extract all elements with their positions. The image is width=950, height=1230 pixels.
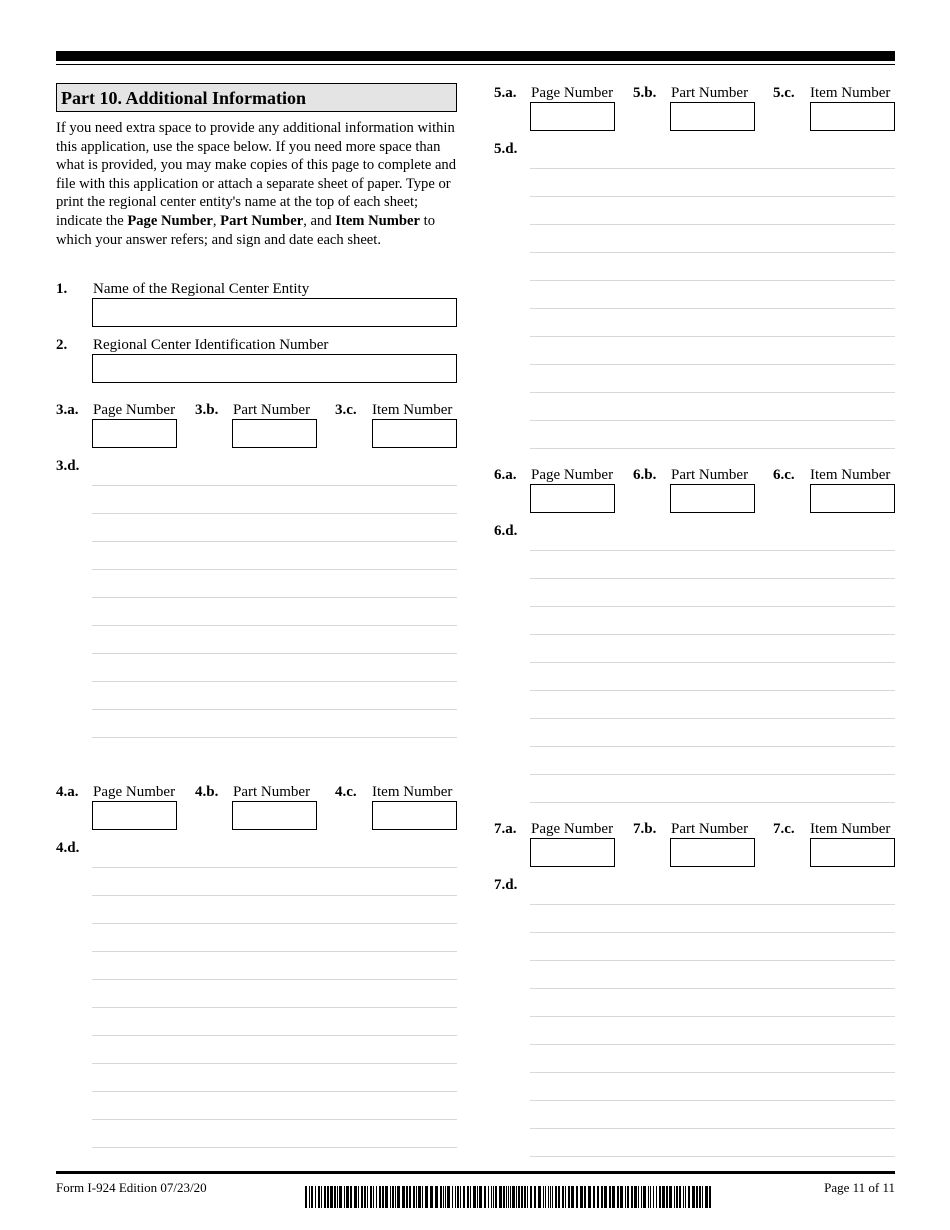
answer-line: [92, 513, 457, 514]
barcode-bar: [373, 1186, 374, 1208]
item-a-number: 3.a.: [56, 402, 79, 418]
barcode-bar: [358, 1186, 359, 1208]
barcode-bar: [641, 1186, 642, 1208]
barcode-bar: [443, 1186, 444, 1208]
barcode-bar: [397, 1186, 400, 1208]
barcode-bar: [653, 1186, 654, 1208]
barcode-bar: [330, 1186, 333, 1208]
barcode-bar: [543, 1186, 544, 1208]
barcode-bar: [634, 1186, 637, 1208]
answer-line: [530, 280, 895, 281]
barcode-bar: [337, 1186, 338, 1208]
barcode-bar: [568, 1186, 570, 1208]
instructions-text: [56, 119, 457, 249]
barcode-bar: [512, 1186, 515, 1208]
barcode-bar: [565, 1186, 566, 1208]
barcode-bar: [367, 1186, 368, 1208]
barcode-bar: [339, 1186, 342, 1208]
barcode-bar: [631, 1186, 633, 1208]
barcode-bar: [676, 1186, 678, 1208]
additional-info-textarea[interactable]: [530, 140, 895, 448]
answer-line: [92, 979, 457, 980]
barcode-bar: [418, 1186, 421, 1208]
instructions-segment: If you need extra space to provide any additional information within this application, use the space below. If you need more space than what is provided, you may make copies of this page to complete and file with this application or attach a separate sheet of paper. Type or print the regional center entity's name at the top of each sheet; indicate the: [56, 120, 457, 229]
instructions-segment: Item Number: [335, 212, 420, 229]
barcode-bar: [584, 1186, 586, 1208]
barcode-bar: [638, 1186, 639, 1208]
barcode-bar: [354, 1186, 357, 1208]
item-1-label: Name of the Regional Center Entity: [93, 281, 310, 297]
item-2-number: 2.: [56, 337, 68, 353]
barcode-bar: [524, 1186, 526, 1208]
answer-line: [92, 485, 457, 486]
barcode-bar: [709, 1186, 711, 1208]
barcode-bar: [460, 1186, 461, 1208]
item-a-number: 6.a.: [494, 467, 517, 483]
item-b-number: 3.b.: [195, 402, 219, 418]
barcode-bar: [477, 1186, 478, 1208]
item-number-field[interactable]: [810, 102, 895, 131]
barcode-bar: [390, 1186, 391, 1208]
part-header: Part 10. Additional Information: [56, 83, 457, 112]
barcode-bar: [413, 1186, 415, 1208]
answer-line: [92, 1063, 457, 1064]
barcode-bar: [334, 1186, 336, 1208]
regional-center-name-field[interactable]: [92, 298, 457, 327]
item-number-field[interactable]: [372, 419, 457, 448]
barcode-bar: [518, 1186, 520, 1208]
answer-line: [530, 932, 895, 933]
barcode-bar: [666, 1186, 668, 1208]
page-number: Page 11 of 11: [824, 1180, 895, 1195]
answer-line: [530, 252, 895, 253]
barcode-bar: [416, 1186, 417, 1208]
barcode-bar: [311, 1186, 313, 1208]
barcode-bar: [552, 1186, 553, 1208]
barcode-bar: [508, 1186, 509, 1208]
item-b-number: 6.b.: [633, 467, 657, 483]
answer-line: [92, 541, 457, 542]
barcode-bar: [550, 1186, 551, 1208]
barcode-bar: [361, 1186, 363, 1208]
part-number-field[interactable]: [232, 419, 317, 448]
instructions-segment: , and: [303, 212, 336, 229]
part-number-label: Part Number: [671, 821, 749, 837]
answer-line: [530, 690, 895, 691]
instructions-segment: Page Number: [127, 212, 213, 229]
barcode-bar: [692, 1186, 695, 1208]
barcode-bar: [491, 1186, 492, 1208]
item-c-number: 7.c.: [773, 821, 795, 837]
item-d-number: 4.d.: [56, 840, 80, 856]
barcode-bar: [662, 1186, 665, 1208]
barcode-bar: [493, 1186, 494, 1208]
barcode-bar: [643, 1186, 646, 1208]
answer-line: [530, 606, 895, 607]
form-edition: Form I-924 Edition 07/23/20: [56, 1180, 207, 1195]
item-b-number: 5.b.: [633, 85, 657, 101]
barcode-bar: [425, 1186, 428, 1208]
item-d-number: 6.d.: [494, 523, 518, 539]
barcode-bar: [555, 1186, 557, 1208]
barcode-bar: [516, 1186, 517, 1208]
item-number-label: Item Number: [372, 402, 453, 418]
instructions-segment: to which your answer refers; and sign and date each sheet.: [56, 212, 435, 248]
barcode-bar: [620, 1186, 623, 1208]
item-c-number: 3.c.: [335, 402, 357, 418]
answer-line: [530, 196, 895, 197]
barcode-bar: [321, 1186, 322, 1208]
item-b-number: 7.b.: [633, 821, 657, 837]
answer-line: [530, 336, 895, 337]
barcode-bar: [315, 1186, 316, 1208]
answer-line: [530, 168, 895, 169]
barcode-bar: [659, 1186, 661, 1208]
barcode-bar: [688, 1186, 690, 1208]
barcode-bar: [527, 1186, 528, 1208]
barcode-bar: [309, 1186, 310, 1208]
answer-line: [92, 951, 457, 952]
barcode-bar: [506, 1186, 507, 1208]
barcode-bar: [409, 1186, 411, 1208]
page-number-label: Page Number: [93, 402, 176, 418]
barcode-bar: [467, 1186, 469, 1208]
answer-line: [530, 746, 895, 747]
answer-line: [530, 448, 895, 449]
bottom-rule: [56, 1171, 895, 1174]
page-number-field[interactable]: [530, 102, 615, 131]
barcode-bar: [562, 1186, 564, 1208]
barcode-bar: [669, 1186, 672, 1208]
barcode-bar: [593, 1186, 595, 1208]
item-c-number: 5.c.: [773, 85, 795, 101]
answer-line: [530, 1100, 895, 1101]
item-a-number: 7.a.: [494, 821, 517, 837]
barcode-bar: [588, 1186, 591, 1208]
barcode-bar: [495, 1186, 497, 1208]
barcode-bar: [696, 1186, 698, 1208]
answer-line: [530, 224, 895, 225]
page-number-field[interactable]: [530, 838, 615, 867]
instructions-segment: ,: [212, 212, 221, 229]
barcode-bar: [447, 1186, 450, 1208]
answer-line: [530, 1156, 895, 1157]
barcode-bar: [479, 1186, 482, 1208]
barcode-bar: [617, 1186, 619, 1208]
barcode-bar: [679, 1186, 681, 1208]
answer-line: [530, 960, 895, 961]
barcode-bar: [305, 1186, 307, 1208]
answer-line: [92, 569, 457, 570]
barcode-bar: [440, 1186, 442, 1208]
regional-center-id-field[interactable]: [92, 354, 457, 383]
barcode-bar: [499, 1186, 502, 1208]
answer-line: [530, 662, 895, 663]
barcode-bar: [558, 1186, 560, 1208]
barcode-bar: [370, 1186, 372, 1208]
barcode-bar: [503, 1186, 505, 1208]
item-c-number: 4.c.: [335, 784, 357, 800]
answer-line: [92, 737, 457, 738]
part-number-label: Part Number: [233, 784, 311, 800]
item-d-number: 5.d.: [494, 141, 518, 157]
barcode-bar: [609, 1186, 611, 1208]
barcode-bar: [379, 1186, 381, 1208]
barcode-bar: [452, 1186, 453, 1208]
barcode-bar: [702, 1186, 703, 1208]
part-number-label: Part Number: [233, 402, 311, 418]
top-rule-thick: [56, 51, 895, 61]
barcode-bar: [604, 1186, 607, 1208]
barcode-bar: [346, 1186, 349, 1208]
part-number-label: Part Number: [671, 467, 749, 483]
item-number-field[interactable]: [372, 801, 457, 830]
item-number-label: Item Number: [810, 467, 891, 483]
answer-line: [530, 774, 895, 775]
barcode-image: [305, 1186, 711, 1208]
barcode-bar: [430, 1186, 433, 1208]
instructions-segment: Part Number: [220, 212, 304, 229]
page-number-label: Page Number: [531, 85, 614, 101]
barcode-bar: [625, 1186, 626, 1208]
barcode-bar: [350, 1186, 352, 1208]
barcode-bar: [344, 1186, 345, 1208]
page-number-label: Page Number: [93, 784, 176, 800]
barcode-bar: [548, 1186, 549, 1208]
answer-line: [530, 634, 895, 635]
additional-info-textarea[interactable]: [92, 839, 457, 1147]
barcode-bar: [455, 1186, 456, 1208]
page-number-label: Page Number: [531, 821, 614, 837]
barcode-bar: [683, 1186, 684, 1208]
page-number-label: Page Number: [531, 467, 614, 483]
item-number-field[interactable]: [810, 838, 895, 867]
answer-line: [92, 681, 457, 682]
answer-line: [92, 923, 457, 924]
answer-line: [92, 625, 457, 626]
part-number-field[interactable]: [670, 102, 755, 131]
barcode-bar: [650, 1186, 651, 1208]
barcode-bar: [402, 1186, 405, 1208]
barcode-bar: [364, 1186, 366, 1208]
answer-line: [530, 308, 895, 309]
answer-line: [92, 867, 457, 868]
barcode-bar: [571, 1186, 574, 1208]
barcode-bar: [685, 1186, 686, 1208]
part-number-field[interactable]: [232, 801, 317, 830]
item-number-field[interactable]: [810, 484, 895, 513]
barcode-bar: [521, 1186, 523, 1208]
barcode-bar: [705, 1186, 708, 1208]
answer-line: [530, 392, 895, 393]
barcode-bar: [473, 1186, 476, 1208]
answer-line: [530, 420, 895, 421]
barcode-bar: [445, 1186, 446, 1208]
barcode-bar: [422, 1186, 423, 1208]
barcode-bar: [324, 1186, 326, 1208]
barcode-bar: [627, 1186, 629, 1208]
answer-line: [530, 904, 895, 905]
answer-line: [92, 597, 457, 598]
item-c-number: 6.c.: [773, 467, 795, 483]
answer-line: [530, 988, 895, 989]
item-d-number: 3.d.: [56, 458, 80, 474]
page-number-field[interactable]: [530, 484, 615, 513]
barcode-bar: [510, 1186, 511, 1208]
item-a-number: 5.a.: [494, 85, 517, 101]
barcode-bar: [576, 1186, 578, 1208]
answer-line: [92, 1119, 457, 1120]
answer-line: [530, 578, 895, 579]
answer-line: [530, 1016, 895, 1017]
answer-line: [530, 550, 895, 551]
barcode-bar: [580, 1186, 583, 1208]
barcode-bar: [327, 1186, 329, 1208]
barcode-bar: [488, 1186, 489, 1208]
barcode-bar: [382, 1186, 384, 1208]
barcode-bar: [648, 1186, 649, 1208]
barcode-bar: [395, 1186, 396, 1208]
item-number-label: Item Number: [810, 85, 891, 101]
barcode-bar: [435, 1186, 438, 1208]
answer-line: [530, 1044, 895, 1045]
answer-line: [92, 1147, 457, 1148]
item-2-label: Regional Center Identification Number: [93, 337, 329, 353]
item-d-number: 7.d.: [494, 877, 518, 893]
item-number-label: Item Number: [810, 821, 891, 837]
barcode-bar: [545, 1186, 546, 1208]
barcode-bar: [538, 1186, 541, 1208]
page-number-field[interactable]: [92, 801, 177, 830]
answer-line: [92, 1007, 457, 1008]
barcode-bar: [376, 1186, 377, 1208]
barcode-bar: [385, 1186, 388, 1208]
barcode-bar: [597, 1186, 599, 1208]
item-a-number: 4.a.: [56, 784, 79, 800]
answer-line: [92, 1091, 457, 1092]
answer-line: [92, 709, 457, 710]
answer-line: [92, 653, 457, 654]
barcode-bar: [601, 1186, 603, 1208]
barcode-bar: [699, 1186, 701, 1208]
item-b-number: 4.b.: [195, 784, 219, 800]
answer-line: [530, 802, 895, 803]
part-number-label: Part Number: [671, 85, 749, 101]
barcode-bar: [534, 1186, 536, 1208]
barcode-bar: [392, 1186, 394, 1208]
barcode-bar: [530, 1186, 532, 1208]
barcode-bar: [463, 1186, 465, 1208]
barcode-bar: [318, 1186, 320, 1208]
top-rule-thin: [56, 64, 895, 65]
answer-line: [530, 1072, 895, 1073]
item-number-label: Item Number: [372, 784, 453, 800]
part-number-field[interactable]: [670, 484, 755, 513]
answer-line: [92, 895, 457, 896]
answer-line: [530, 1128, 895, 1129]
barcode-bar: [406, 1186, 408, 1208]
answer-line: [530, 364, 895, 365]
barcode-bar: [457, 1186, 459, 1208]
answer-line: [92, 1035, 457, 1036]
barcode-bar: [656, 1186, 657, 1208]
answer-line: [530, 718, 895, 719]
barcode-bar: [484, 1186, 486, 1208]
page-number-field[interactable]: [92, 419, 177, 448]
barcode-bar: [470, 1186, 471, 1208]
item-1-number: 1.: [56, 281, 68, 297]
part-number-field[interactable]: [670, 838, 755, 867]
barcode-bar: [612, 1186, 615, 1208]
barcode-bar: [674, 1186, 675, 1208]
